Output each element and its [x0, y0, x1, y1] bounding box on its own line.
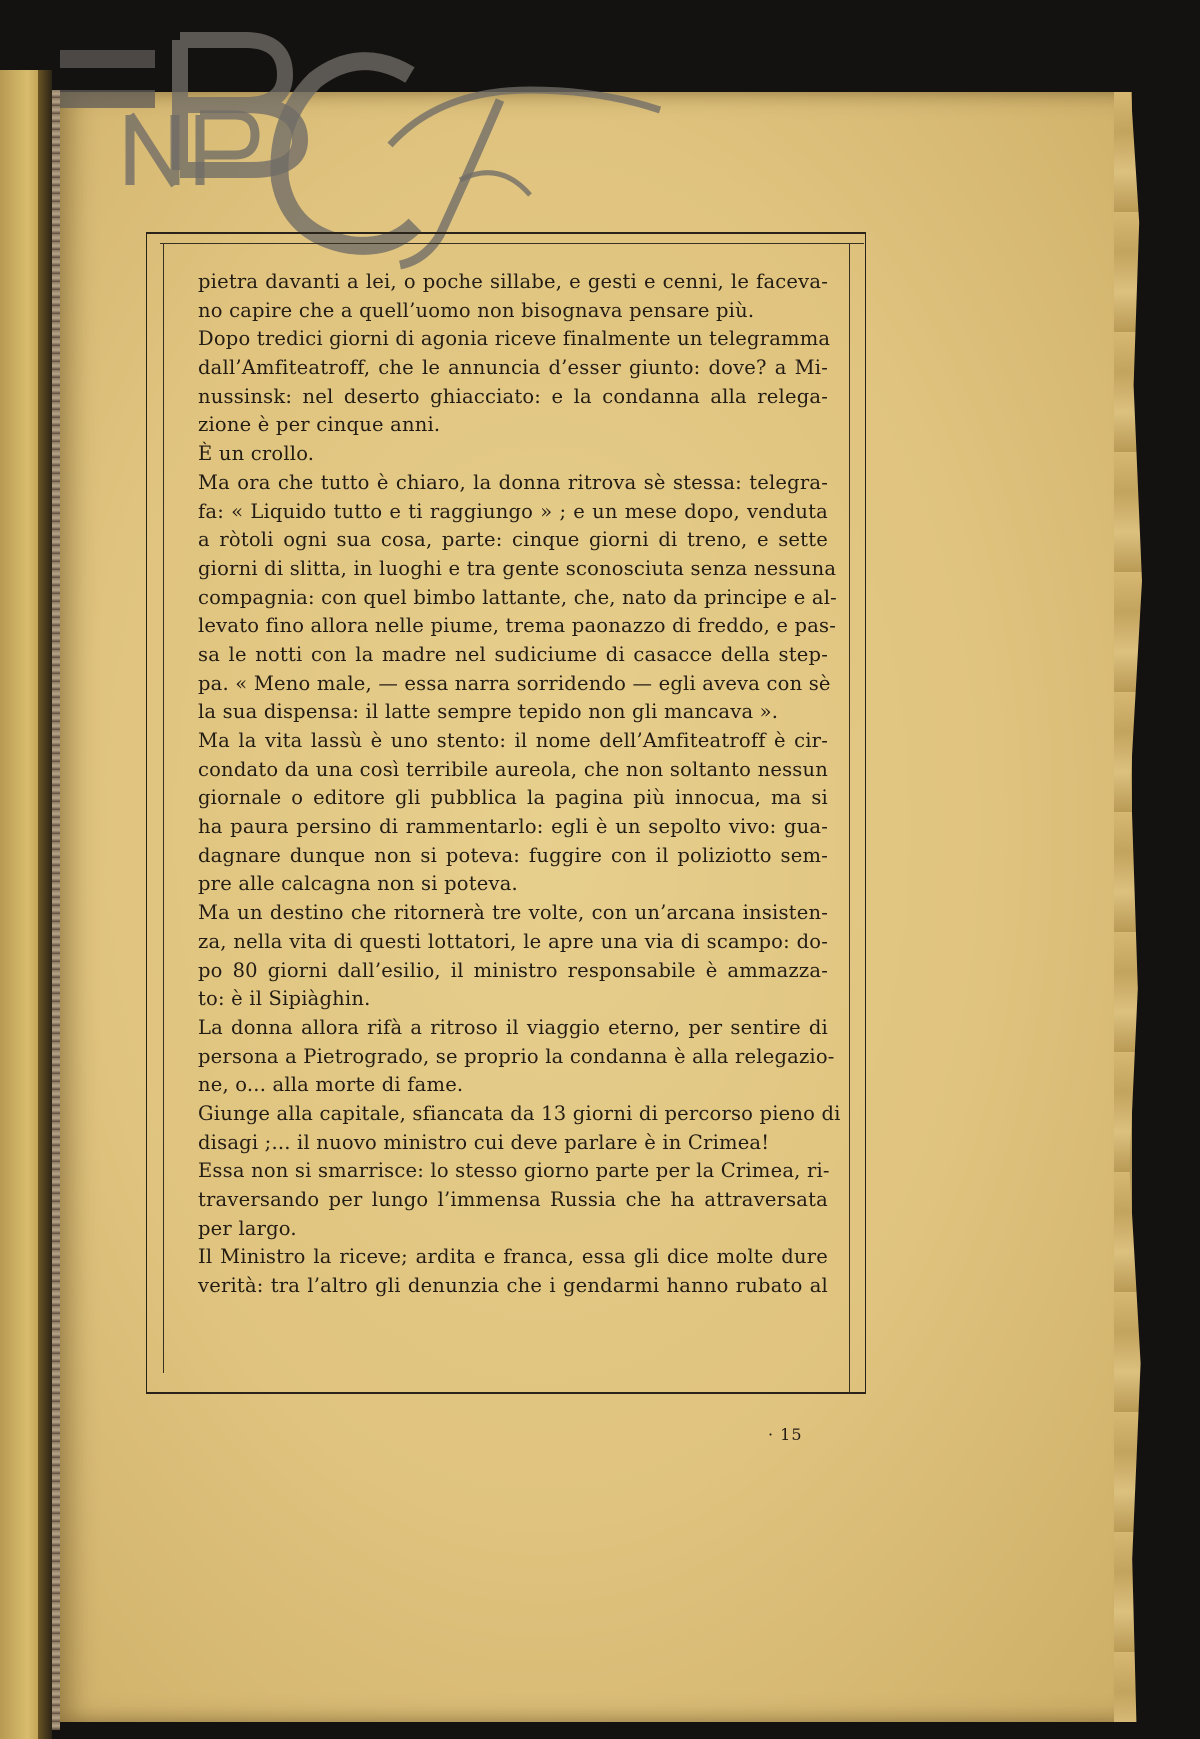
- text-line: Essa non si smarrisce: lo stesso giorno parte per la Crimea, ri-: [198, 1159, 830, 1183]
- text-line: pre alle calcagna non si poteva.: [198, 872, 518, 896]
- text-line: sa le notti con la madre nel sudiciume di casacce della step-: [198, 642, 828, 666]
- text-line: giornale o editore gli pubblica la pagina più innocua, ma si: [198, 786, 828, 810]
- text-line: Dopo tredici giorni di agonia riceve finalmente un telegramma: [198, 327, 831, 351]
- text-line: ha paura persino di rammentarlo: egli è un sepolto vivo: gua-: [198, 815, 828, 839]
- frame-right-inner-rule: [849, 243, 850, 1393]
- body-text: [198, 268, 841, 1301]
- text-line: verità: tra l’altro gli denunzia che i gendarmi hanno rubato al: [198, 1274, 828, 1298]
- text-line: dall’Amfiteatroff, che le annuncia d’esser giunto: dove? a Mi-: [198, 356, 828, 380]
- text-line: nussinsk: nel deserto ghiacciato: e la condanna alla relega-: [198, 384, 828, 408]
- text-line: Ma un destino che ritornerà tre volte, con un’arcana insisten-: [198, 901, 828, 925]
- text-line: to: è il Sipiàghin.: [198, 987, 371, 1011]
- text-line: compagnia: con quel bimbo lattante, che, nato da principe e al-: [198, 585, 837, 609]
- text-line: È un crollo.: [198, 442, 315, 466]
- text-line: la sua dispensa: il latte sempre tepido non gli mancava ».: [198, 700, 779, 724]
- text-line: no capire che a quell’uomo non bisognava pensare più.: [198, 298, 755, 322]
- text-line: dagnare dunque non si poteva: fuggire con il poliziotto sem-: [198, 843, 828, 867]
- frame-left-inner-rule: [163, 243, 164, 1373]
- page-number: · 15: [768, 1425, 803, 1444]
- text-line: Il Ministro la riceve; ardita e franca, essa gli dice molte dure: [198, 1245, 828, 1269]
- text-line: persona a Pietrogrado, se proprio la condanna è alla relegazio-: [198, 1044, 835, 1068]
- book-binding: [52, 90, 60, 1730]
- text-line: levato fino allora nelle piume, trema paonazzo di freddo, e pas-: [198, 614, 837, 638]
- left-page-edge: [38, 70, 52, 1739]
- text-line: fa: « Liquido tutto e ti raggiungo » ; e un mese dopo, venduta: [198, 499, 828, 523]
- text-line: za, nella vita di questi lottatori, le apre una via di scampo: do-: [198, 929, 828, 953]
- text-line: a ròtoli ogni sua cosa, parte: cinque giorni di treno, e sette: [198, 528, 828, 552]
- text-line: pa. « Meno male, — essa narra sorridendo — egli aveva con sè: [198, 671, 831, 695]
- text-line: Ma ora che tutto è chiaro, la donna ritrova sè stessa: telegra-: [198, 470, 828, 494]
- text-line: traversando per lungo l’immensa Russia che ha attraversata: [198, 1188, 828, 1211]
- frame-top-inner-rule: [160, 243, 864, 244]
- text-line: Ma la vita lassù è uno stento: il nome dell’Amfiteatroff è cir-: [198, 729, 828, 752]
- text-line: po 80 giorni dall’esilio, il ministro responsabile è ammazza-: [198, 958, 828, 982]
- text-line: La donna allora rifà a ritroso il viaggio eterno, per sentire di: [198, 1015, 828, 1039]
- text-line: Giunge alla capitale, sfiancata da 13 giorni di percorso pieno di: [198, 1101, 841, 1125]
- text-line: condato da una così terribile aureola, che non soltanto nessun: [198, 757, 828, 781]
- text-line: giorni di slitta, in luoghi e tra gente sconosciuta senza nessuna: [198, 556, 837, 580]
- text-line: zione è per cinque anni.: [198, 413, 441, 437]
- text-line: disagi ;... il nuovo ministro cui deve parlare è in Crimea!: [198, 1130, 770, 1154]
- page-torn-edge: [1114, 92, 1142, 1722]
- text-line: pietra davanti a lei, o poche sillabe, e gesti e cenni, le faceva-: [198, 270, 828, 293]
- text-line: ne, o... alla morte di fame.: [198, 1073, 464, 1097]
- text-line: per largo.: [198, 1216, 297, 1240]
